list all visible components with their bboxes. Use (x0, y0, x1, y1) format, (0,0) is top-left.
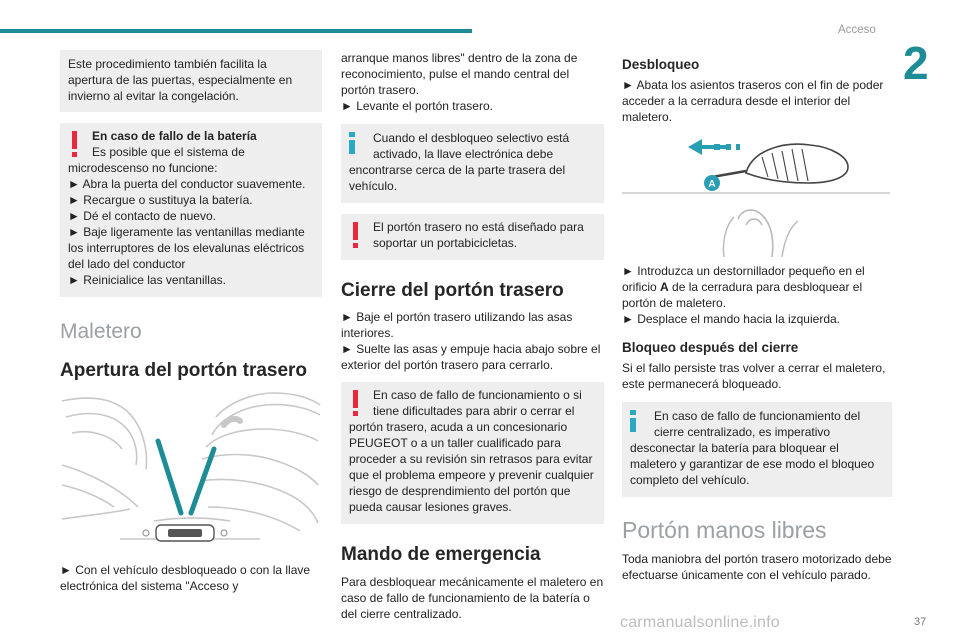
warning-fault-rest: portón trasero, acuda a un concesionario PEUGEOT o a un taller cualificado para proceder a su revisión sin retrasos para evitar que el problema empeore y prevenir cualquier riesgo de desprendimiento del portón que pueda causar lesiones graves. (349, 420, 594, 514)
battery-step: ► Abra la puerta del conductor suavemente. (68, 177, 306, 191)
info-selective-line1: Cuando el desbloqueo selectivo está (373, 131, 570, 145)
watermark: carmanualsonline.info (620, 614, 780, 631)
section-heading-handsfree: Portón manos libres (622, 517, 827, 543)
warning-bike-carrier (341, 214, 604, 260)
section-title: Acceso (838, 24, 876, 36)
opening-text: ► Con el vehículo desbloqueado o con la llave electrónica del sistema "Acceso y (60, 563, 311, 593)
lock-after-text: Si el fallo persiste tras volver a cerrar el maletero, este permanecerá bloqueado. (622, 361, 886, 391)
info-central-rest: desconectar la batería para bloquear el maletero y garantizar de ese modo el bloqueo completo del vehículo. (630, 441, 875, 487)
heading-emergency: Mando de emergencia (341, 544, 541, 565)
heading-closing: Cierre del portón trasero (341, 280, 564, 301)
battery-step: ► Dé el contacto de nuevo. (68, 209, 216, 223)
label-a: A (708, 179, 716, 190)
warning-icon (66, 129, 84, 159)
insert-step-label: A (660, 280, 669, 294)
opening-continuation: arranque manos libres" dentro de la zona de reconocimiento, pulse el mando central del portón trasero. (341, 51, 578, 97)
info-icon (349, 132, 355, 154)
info-selective-rest: encontrarse cerca de la parte trasera del vehículo. (349, 163, 566, 193)
warning-fault-line2: tiene dificultades para abrir o cerrar el (373, 404, 575, 418)
column-3 (622, 50, 892, 583)
warning-fault-line1: En caso de fallo de funcionamiento o si (373, 388, 582, 402)
unlock-step: ► Abata los asientos traseros con el fin de poder acceder a la cerradura desde el interior del maletero. (622, 78, 884, 124)
warning-icon (347, 388, 365, 418)
insert-step-pre: ► Introduzca un destornillador pequeño en el orificio (622, 264, 865, 294)
closing-step-2: ► Suelte las asas y empuje hacia abajo sobre el exterior del portón trasero para cerrarlo. (341, 342, 601, 372)
insert-step (622, 263, 892, 311)
intro-note (60, 50, 322, 112)
warning-tailgate-fault (341, 382, 604, 524)
section-heading-maletero: Maletero (60, 320, 142, 343)
lock-illustration (622, 133, 892, 257)
emergency-text: Para desbloquear mecánicamente el maletero en caso de fallo de funcionamiento de la batería o del cierre centralizado. (341, 575, 604, 621)
column-1 (60, 50, 322, 594)
info-central-line2: cierre centralizado, es imperativo (654, 425, 831, 439)
column-2 (341, 50, 604, 622)
insert-step-post: de la cerradura para desbloquear el portón de maletero. (622, 280, 863, 310)
battery-warning-line2: microdescenso no funcione: (68, 161, 218, 175)
info-selective-unlock (341, 124, 604, 203)
heading-unlock: Desbloqueo (622, 57, 700, 72)
warning-icon (347, 220, 365, 250)
info-central-locking (622, 402, 892, 497)
handsfree-text: Toda maniobra del portón trasero motorizado debe efectuarse únicamente con el vehículo parado. (622, 552, 892, 582)
battery-warning (60, 123, 322, 297)
heading-opening: Apertura del portón trasero (60, 360, 308, 381)
info-icon (630, 410, 636, 432)
warning-bike-line1: El portón trasero no está diseñado para (373, 220, 584, 234)
battery-step: ► Baje ligeramente las ventanillas mediante los interruptores de los elevalunas eléctricos del lado del conductor (68, 225, 305, 271)
header-accent-bar (0, 29, 472, 33)
battery-step: ► Recargue o sustituya la batería. (68, 193, 253, 207)
move-step: ► Desplace el mando hacia la izquierda. (622, 312, 840, 326)
intro-note-text: Este procedimiento también facilita la apertura de las puertas, especialmente en invierno al evitar la congelación. (68, 57, 293, 103)
heading-lock-after: Bloqueo después del cierre (622, 340, 799, 355)
warning-bike-line2: soportar un portabicicletas. (373, 236, 518, 250)
chapter-number: 2 (903, 37, 929, 89)
page-number: 37 (914, 616, 927, 628)
closing-step-1: ► Baje el portón trasero utilizando las asas interiores. (341, 310, 573, 340)
raise-step: ► Levante el portón trasero. (341, 99, 493, 113)
tailgate-illustration (60, 389, 322, 557)
battery-warning-line1: Es posible que el sistema de (92, 145, 245, 159)
info-selective-line2: activado, la llave electrónica debe (373, 147, 554, 161)
battery-warning-title: En caso de fallo de la batería (92, 129, 257, 143)
battery-step: ► Reinicialice las ventanillas. (68, 273, 226, 287)
info-central-line1: En caso de fallo de funcionamiento del (654, 409, 861, 423)
